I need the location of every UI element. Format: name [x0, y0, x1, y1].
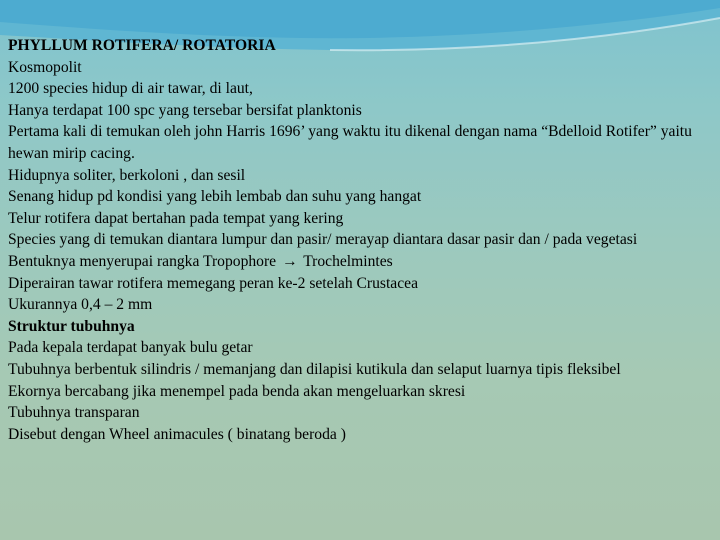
slide-title: PHYLLUM ROTIFERA/ ROTATORIA: [8, 37, 276, 54]
shape-line-text: Bentuknya menyerupai rangka Tropophore: [8, 252, 277, 270]
bullet-line: Pada kepala terdapat banyak bulu getar: [8, 339, 253, 357]
bullet-line: Diperairan tawar rotifera memegang peran ke-2 setelah Crustacea: [8, 274, 418, 292]
slide-body: [8, 35, 714, 445]
shape-line: [8, 251, 714, 273]
bullet-line: Kosmopolit: [8, 58, 82, 76]
section-subtitle: Struktur tubuhnya: [8, 317, 135, 335]
bullet-line: Pertama kali di temukan oleh john Harris 1696’ yang waktu itu dikenal dengan nama “Bdelloid Rotifer” yaitu hewan mirip cacing.: [8, 123, 692, 162]
bullet-line: Species yang di temukan diantara lumpur dan pasir/ merayap diantara dasar pasir dan / pada vegetasi: [8, 231, 638, 249]
bullet-line: Ukurannya 0,4 – 2 mm: [8, 296, 153, 314]
bullet-line: Telur rotifera dapat bertahan pada tempat yang kering: [8, 209, 344, 227]
bullet-line: Tubuhnya transparan: [8, 404, 140, 422]
arrow-right-icon: →: [281, 252, 298, 270]
bullet-line: Hidupnya soliter, berkoloni , dan sesil: [8, 166, 246, 184]
bullet-line: Hanya terdapat 100 spc yang tersebar bersifat planktonis: [8, 101, 362, 119]
bullet-line: 1200 species hidup di air tawar, di laut,: [8, 80, 253, 98]
bullet-line: Disebut dengan Wheel animacules ( binatang beroda ): [8, 425, 346, 443]
shape-line-target: Trochelmintes: [303, 252, 393, 270]
bullet-line: Senang hidup pd kondisi yang lebih lembab dan suhu yang hangat: [8, 188, 422, 206]
bullet-line: Tubuhnya berbentuk silindris / memanjang dan dilapisi kutikula dan selaput luarnya tipis fleksibel: [8, 360, 621, 378]
bullet-line: Ekornya bercabang jika menempel pada benda akan mengeluarkan skresi: [8, 382, 466, 400]
